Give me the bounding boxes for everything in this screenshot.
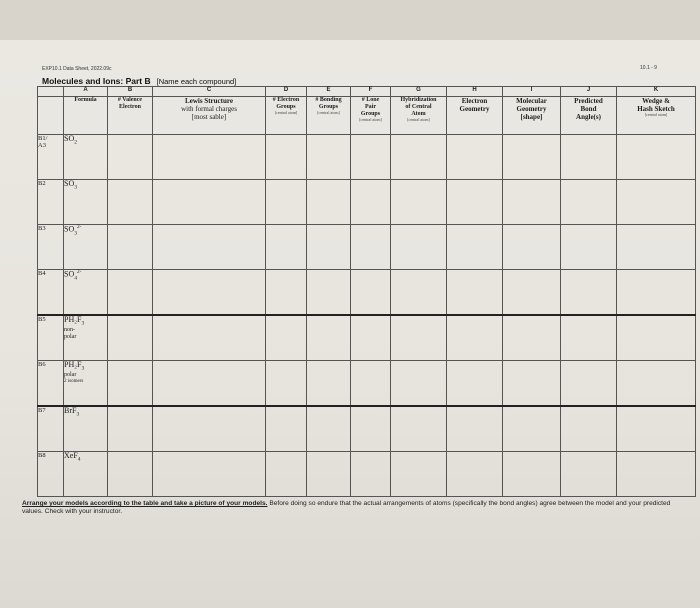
column-letter: C xyxy=(153,87,266,97)
answer-cell[interactable] xyxy=(351,452,391,497)
answer-cell[interactable] xyxy=(447,135,503,180)
header-line: Groups xyxy=(318,103,339,110)
formula-subscript: 3 xyxy=(81,320,85,327)
answer-cell[interactable] xyxy=(351,225,391,270)
header-line: # Valence xyxy=(117,97,143,103)
header-line: Electron xyxy=(461,97,488,105)
central-atom-note: [central atom] xyxy=(274,109,298,115)
column-letter: E xyxy=(307,87,351,97)
answer-cell[interactable] xyxy=(108,406,153,452)
column-letter: H xyxy=(447,87,503,97)
table-row xyxy=(38,225,696,270)
central-atom-note: [central atom] xyxy=(359,116,382,122)
answer-cell[interactable] xyxy=(503,361,561,407)
header-bond-angles xyxy=(561,97,617,135)
header-line: # Electron xyxy=(272,97,300,103)
answer-cell[interactable] xyxy=(108,180,153,225)
column-letter: G xyxy=(391,87,447,97)
header-line: Predicted xyxy=(574,97,603,105)
row-id xyxy=(38,452,64,497)
answer-cell[interactable] xyxy=(391,315,447,361)
answer-cell[interactable] xyxy=(447,452,503,497)
answer-cell[interactable] xyxy=(351,406,391,452)
file-name: EXP10.1 Data Sheet, 2022.09c xyxy=(42,66,112,72)
answer-cell[interactable] xyxy=(108,452,153,497)
answer-cell[interactable] xyxy=(391,452,447,497)
formula-subscript: 2 xyxy=(74,139,78,146)
row-formula xyxy=(64,180,108,225)
answer-cell[interactable] xyxy=(351,135,391,180)
formula-charge: 2- xyxy=(77,224,82,230)
answer-cell[interactable] xyxy=(617,361,696,407)
answer-cell[interactable] xyxy=(266,315,307,361)
row-id xyxy=(38,180,64,225)
row-id-line: B7 xyxy=(38,407,46,414)
header-line: Hybridization xyxy=(400,97,437,103)
answer-cell[interactable] xyxy=(503,225,561,270)
title-text: Molecules and Ions: Part B xyxy=(42,76,151,86)
header-id-blank xyxy=(38,97,64,135)
row-id xyxy=(38,406,64,452)
header-bonding-groups xyxy=(307,97,351,135)
answer-cell[interactable] xyxy=(153,452,266,497)
header-line: Geometry xyxy=(516,105,547,114)
answer-cell[interactable] xyxy=(447,406,503,452)
answer-cell[interactable] xyxy=(391,180,447,225)
formula-subscript: 3 xyxy=(81,365,85,372)
header-line: Hash Sketch xyxy=(637,105,675,114)
answer-cell[interactable] xyxy=(351,315,391,361)
answer-cell[interactable] xyxy=(561,452,617,497)
formula-base: SO xyxy=(64,179,75,188)
formula-note: 2 isomers xyxy=(64,378,84,384)
table-row xyxy=(38,406,696,452)
row-formula xyxy=(64,406,108,452)
header-formula xyxy=(64,97,108,135)
answer-cell[interactable] xyxy=(447,270,503,316)
answer-cell[interactable] xyxy=(617,270,696,316)
answer-cell[interactable] xyxy=(503,452,561,497)
header-wedge-hash xyxy=(617,97,696,135)
answer-cell[interactable] xyxy=(266,180,307,225)
footer-instruction-rest: Before doing so endure that the actual arrangements of atoms (specifically the bond angles) agree between the model and your predicted values. Check with your instructor. xyxy=(22,500,671,515)
header-line: Angle(s) xyxy=(576,113,601,122)
answer-cell[interactable] xyxy=(391,406,447,452)
header-line: # Lone xyxy=(361,97,380,103)
header-line: Bond xyxy=(580,105,597,114)
answer-cell[interactable] xyxy=(266,406,307,452)
table-row xyxy=(38,180,696,225)
answer-cell[interactable] xyxy=(307,452,351,497)
table-row xyxy=(38,135,696,180)
formula-subscript: 3 xyxy=(74,230,78,237)
answer-cell[interactable] xyxy=(447,361,503,407)
header-electron-groups xyxy=(266,97,307,135)
answer-cell[interactable] xyxy=(447,315,503,361)
data-table xyxy=(37,86,696,497)
formula-base: PH₂F xyxy=(64,315,82,324)
answer-cell[interactable] xyxy=(153,225,266,270)
row-id xyxy=(38,225,64,270)
answer-cell[interactable] xyxy=(503,180,561,225)
answer-cell[interactable] xyxy=(351,270,391,316)
column-letter: F xyxy=(351,87,391,97)
answer-cell[interactable] xyxy=(153,315,266,361)
column-letter-row xyxy=(38,87,696,97)
answer-cell[interactable] xyxy=(503,270,561,316)
answer-cell[interactable] xyxy=(307,225,351,270)
formula-base: SO xyxy=(64,134,75,143)
row-id xyxy=(38,315,64,361)
formula-charge: 2- xyxy=(77,269,82,275)
formula-subscript: 4 xyxy=(74,275,78,282)
header-electron-geometry xyxy=(447,97,503,135)
answer-cell[interactable] xyxy=(617,452,696,497)
answer-cell[interactable] xyxy=(108,225,153,270)
row-id xyxy=(38,361,64,407)
table-row xyxy=(38,315,696,361)
table-row xyxy=(38,452,696,497)
answer-cell[interactable] xyxy=(503,406,561,452)
answer-cell[interactable] xyxy=(351,361,391,407)
header-line: Molecular xyxy=(516,97,547,105)
page-number: 10.1 - 9 xyxy=(640,65,657,71)
header-line: with formal charges xyxy=(181,105,237,114)
answer-cell[interactable] xyxy=(153,361,266,407)
central-atom-note: [central atom] xyxy=(644,112,668,118)
formula-note: polar xyxy=(64,372,77,379)
row-id-line: B6 xyxy=(38,361,46,368)
column-letter: I xyxy=(503,87,561,97)
header-line: of Central xyxy=(405,103,432,110)
answer-cell[interactable] xyxy=(307,406,351,452)
answer-cell[interactable] xyxy=(307,361,351,407)
answer-cell[interactable] xyxy=(503,135,561,180)
answer-cell[interactable] xyxy=(266,135,307,180)
answer-cell[interactable] xyxy=(447,225,503,270)
table-body xyxy=(38,135,696,497)
answer-cell[interactable] xyxy=(351,180,391,225)
row-id xyxy=(38,135,64,180)
footer-instruction-bold: Arrange your models according to the table and take a picture of your models. xyxy=(22,500,268,507)
header-line: Pair xyxy=(365,103,376,110)
row-id-line: B1/ xyxy=(38,135,48,142)
column-letter: A xyxy=(64,87,108,97)
formula-base: BrF xyxy=(64,406,77,415)
header-hybridization xyxy=(391,97,447,135)
header-line: Atom xyxy=(411,110,426,117)
column-letter: D xyxy=(266,87,307,97)
sheet-title xyxy=(42,76,236,86)
answer-cell[interactable] xyxy=(391,361,447,407)
formula-base: PH₂F xyxy=(64,360,82,369)
central-atom-note: [central atom] xyxy=(317,109,340,115)
header-line: [most sable] xyxy=(191,113,227,122)
header-line: Groups xyxy=(276,103,296,110)
formula-base: SO xyxy=(64,224,75,234)
row-formula xyxy=(64,270,108,316)
answer-cell[interactable] xyxy=(307,315,351,361)
header-line: [shape] xyxy=(520,113,543,122)
row-formula xyxy=(64,135,108,180)
answer-cell[interactable] xyxy=(503,315,561,361)
answer-cell[interactable] xyxy=(108,361,153,407)
row-id-line: A3 xyxy=(38,142,46,150)
row-id-line: B2 xyxy=(38,180,46,187)
formula-note: polar xyxy=(64,333,77,340)
row-formula xyxy=(64,452,108,497)
row-id-line: B8 xyxy=(38,452,46,459)
answer-cell[interactable] xyxy=(266,361,307,407)
formula-note: non- xyxy=(64,327,75,334)
answer-cell[interactable] xyxy=(307,180,351,225)
answer-cell[interactable] xyxy=(617,406,696,452)
answer-cell[interactable] xyxy=(561,180,617,225)
footer-instructions xyxy=(22,500,692,515)
central-atom-note: [central atom] xyxy=(407,116,430,122)
answer-cell[interactable] xyxy=(561,270,617,316)
answer-cell[interactable] xyxy=(153,270,266,316)
answer-cell[interactable] xyxy=(266,225,307,270)
header-line: Wedge & xyxy=(642,97,670,105)
answer-cell[interactable] xyxy=(617,225,696,270)
answer-cell[interactable] xyxy=(617,315,696,361)
formula-base: XeF xyxy=(64,451,78,460)
column-letter: J xyxy=(561,87,617,97)
formula-subscript: 4 xyxy=(77,456,81,463)
formula-base: SO xyxy=(64,269,75,279)
column-letter xyxy=(38,87,64,97)
header-row xyxy=(38,97,696,135)
table-row xyxy=(38,270,696,316)
header-line: Lewis Structure xyxy=(185,97,233,105)
header-lewis-structure xyxy=(153,97,266,135)
row-id-line: B5 xyxy=(38,316,46,323)
row-id-line: B3 xyxy=(38,225,46,232)
answer-cell[interactable] xyxy=(307,270,351,316)
answer-cell[interactable] xyxy=(266,270,307,316)
header-line: Electron xyxy=(119,103,141,110)
header-lone-pair-groups xyxy=(351,97,391,135)
answer-cell[interactable] xyxy=(108,270,153,316)
formula-subscript: 3 xyxy=(76,411,80,418)
answer-cell[interactable] xyxy=(153,135,266,180)
column-letter: B xyxy=(108,87,153,97)
header-line: Geometry xyxy=(459,105,490,114)
answer-cell[interactable] xyxy=(153,180,266,225)
answer-cell[interactable] xyxy=(617,135,696,180)
header-formula-label: Formula xyxy=(74,97,97,103)
row-id xyxy=(38,270,64,316)
header-valence-electrons xyxy=(108,97,153,135)
formula-subscript: 3 xyxy=(74,184,78,191)
answer-cell[interactable] xyxy=(561,361,617,407)
answer-cell[interactable] xyxy=(561,315,617,361)
answer-cell[interactable] xyxy=(153,406,266,452)
row-formula xyxy=(64,361,108,407)
answer-cell[interactable] xyxy=(108,315,153,361)
answer-cell[interactable] xyxy=(561,406,617,452)
answer-cell[interactable] xyxy=(266,452,307,497)
header-molecular-geometry xyxy=(503,97,561,135)
row-id-line: B4 xyxy=(38,270,46,277)
answer-cell[interactable] xyxy=(447,180,503,225)
header-line: Groups xyxy=(360,110,381,117)
answer-cell[interactable] xyxy=(617,180,696,225)
table-row xyxy=(38,361,696,407)
answer-cell[interactable] xyxy=(108,135,153,180)
answer-cell[interactable] xyxy=(307,135,351,180)
header-line: # Bonding xyxy=(315,97,342,103)
row-formula xyxy=(64,225,108,270)
column-letter: K xyxy=(617,87,696,97)
answer-cell[interactable] xyxy=(391,225,447,270)
answer-cell[interactable] xyxy=(391,135,447,180)
answer-cell[interactable] xyxy=(561,225,617,270)
title-subtitle: [Name each compound] xyxy=(156,77,237,86)
row-formula xyxy=(64,315,108,361)
answer-cell[interactable] xyxy=(391,270,447,316)
answer-cell[interactable] xyxy=(561,135,617,180)
